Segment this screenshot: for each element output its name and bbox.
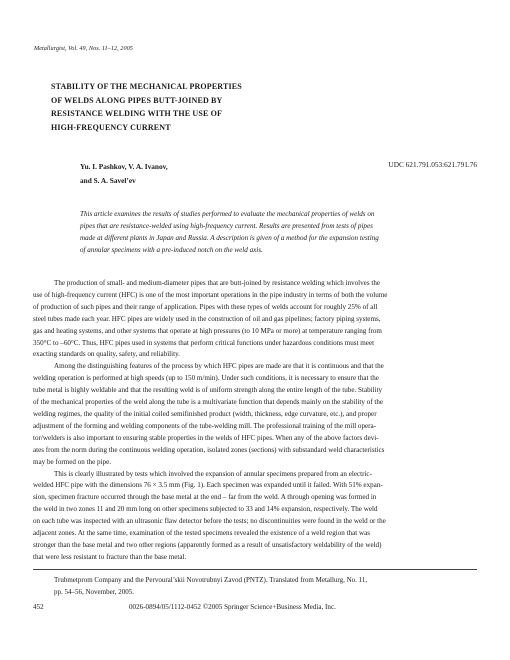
footnote-line: pp. 54–56, November, 2005. <box>54 587 135 596</box>
body-line: sion, specimen fracture occurred through the base metal at the end – far from the weld. A through opening was formed in <box>33 493 377 502</box>
body-line: of production of such pipes and their range of application. Pipes with these types of welds account for roughly 25% of all <box>33 302 378 311</box>
body-line: use of high-frequency current (HFC) is one of the most important operations in the pipe industry in terms of both the volume <box>33 290 388 299</box>
body-line: the weld in two zones 11 and 20 mm long on other specimens subjected to 33 and 14% expansion, respectively. The weld <box>33 505 378 514</box>
abstract-line: of annular specimens with a pre-induced notch on the weld axis. <box>80 246 263 254</box>
body-line: steel tubes made each year. HFC pipes are widely used in the construction of oil and gas pipelines; factory piping systems, <box>33 314 381 323</box>
footnote-divider <box>33 569 477 570</box>
body-line: This is clearly illustrated by tests which involved the expansion of annular specimens prepared from an electric- <box>54 469 372 478</box>
body-line: stronger than the base metal and two other regions (apparently formed as a result of unsatisfactory weldability of the weld) <box>33 540 382 549</box>
title-line: RESISTANCE WELDING WITH THE USE OF <box>51 109 223 118</box>
body-line: tor/welders is also important to ensuring stable properties in the welds of HFC pipes. When any of the above factors devi- <box>33 433 379 442</box>
body-line: 350°C to –60°C. Thus, HFC pipes used in systems that perform critical functions under hazardous conditions must meet <box>33 338 375 347</box>
copyright-line: 0026-0894/05/1112-0452 ©2005 Springer Science+Business Media, Inc. <box>129 603 336 611</box>
body-line: exacting standards on quality, safety, and reliability. <box>33 350 180 359</box>
footnote <box>54 575 474 598</box>
body-line: on each tube was inspected with an ultrasonic flaw detector before the tests; no discontinuities were found in the weld or the <box>33 517 386 526</box>
title-line: STABILITY OF THE MECHANICAL PROPERTIES <box>51 82 242 91</box>
udc-code: UDC 621.791.053:621.791.76 <box>388 160 477 169</box>
body-line: welded HFC pipe with the dimensions 76 × 3.5 mm (Fig. 1). Each specimen was expanded until it failed. With 51% expan- <box>33 481 383 490</box>
body-line: adjacent zones. At the same time, examination of the tested specimens revealed the existence of a weld region that was <box>33 529 371 538</box>
body-line: The production of small- and medium-diameter pipes that are butt-joined by resistance welding which involves the <box>54 279 381 287</box>
title-line: OF WELDS ALONG PIPES BUTT-JOINED BY <box>51 95 223 105</box>
footnote-line: Trubmetprom Company and the Pervoural’skii Novotrubnyi Zavod (PNTZ). Translated from Metallurg, No. 11, <box>54 576 368 584</box>
body-line: that were less resistant to fracture than the base metal. <box>33 552 187 561</box>
body-line: ates from the norm during the continuous welding operation, isolated zones (sections) with substandard weld characteristics <box>33 445 385 454</box>
article-title <box>51 80 351 134</box>
authors-line: and S. A. Savel’ev <box>80 176 136 185</box>
body-line: gas and heating systems, and other systems that operate at high pressures (to 10 MPa or more) at temperature ranging from <box>33 326 382 335</box>
body-line: may be formed on the pipe. <box>33 457 112 466</box>
page-number: 452 <box>33 603 44 611</box>
body-line: welding operation is performed at high speeds (up to 150 m/min). Under such conditions, it is necessary to ensure that the <box>33 374 379 383</box>
body-line: welding regimes, the quality of the initial coiled semifinished product (width, thickness, edge curvature, etc.), and proper <box>33 409 377 418</box>
body-line: Among the distinguishing features of the process by which HFC pipes are made are that it is continuous and that the <box>54 362 384 371</box>
abstract-line: made at different plants in Japan and Russia. A description is given of a method for the expansion testing <box>80 234 379 242</box>
abstract <box>80 208 436 256</box>
title-line: HIGH-FREQUENCY CURRENT <box>51 122 171 132</box>
abstract-line: pipes that are resistance-welded using high-frequency current. Results are presented from tests of pipes <box>80 222 373 230</box>
body-line: tube metal is highly weldable and that the resulting weld is of uniform strength along the entire length of the tube. Stability <box>33 386 383 395</box>
body-line: of the mechanical properties of the weld along the tube is a multivariate function that depends mainly on the stability of the <box>33 398 384 407</box>
body-line: adjustment of the forming and welding components of the tube-welding mill. The professional training of the mill opera- <box>33 421 377 430</box>
abstract-line: This article examines the results of studies performed to evaluate the mechanical properties of welds on <box>80 210 375 218</box>
authors-line: Yu. I. Pashkov, V. A. Ivanov, <box>80 162 168 171</box>
authors <box>80 160 168 188</box>
body-text <box>33 278 477 564</box>
journal-header: Metallurgist, Vol. 49, Nos. 11–12, 2005 <box>34 45 133 52</box>
